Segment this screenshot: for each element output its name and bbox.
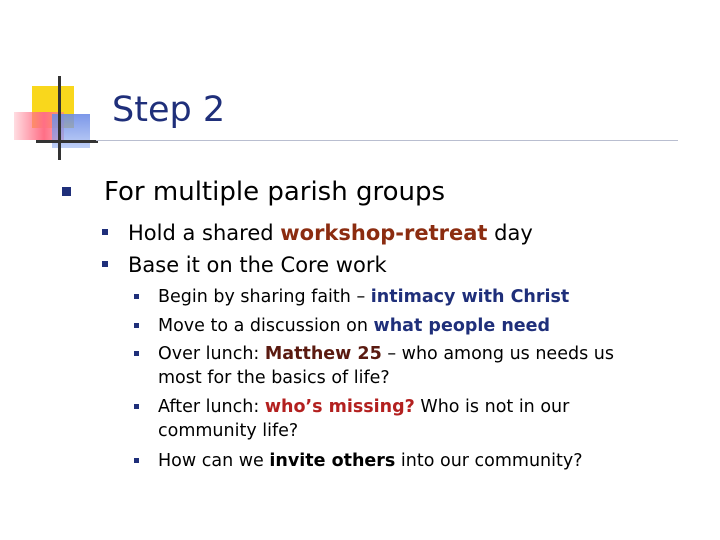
highlight-whos-missing: who’s missing? [264, 397, 415, 417]
square-bullet-icon [134, 294, 139, 299]
slide-logo-decoration [0, 0, 120, 170]
square-bullet-icon [134, 404, 139, 409]
square-bullet-icon [134, 323, 139, 328]
highlight-workshop-retreat: workshop-retreat [280, 221, 488, 245]
list-item-text: Hold a shared workshop-retreat day [128, 221, 533, 245]
square-bullet-icon [134, 458, 139, 463]
list-item-text: Base it on the Core work [128, 253, 387, 277]
highlight-intimacy-with-christ: intimacy with Christ [370, 287, 570, 307]
list-item-text: How can we invite others into our community? [158, 451, 583, 471]
list-item-text: Over lunch: Matthew 25 – who among us needs us most for the basics of life? [158, 344, 614, 388]
bullet-level1-text: For multiple parish groups [104, 177, 446, 207]
list-item-text: After lunch: who’s missing? Who is not in our community life? [158, 397, 570, 441]
square-bullet-icon [102, 229, 108, 235]
title-divider [96, 140, 678, 141]
square-bullet-icon [62, 187, 71, 196]
logo-horizontal-line [36, 140, 98, 143]
square-bullet-icon [134, 351, 139, 356]
highlight-what-people-need: what people need [373, 316, 551, 336]
highlight-invite-others: invite others [269, 451, 396, 471]
list-item-text: Move to a discussion on what people need [158, 316, 551, 336]
slide-title: Step 2 [112, 90, 226, 130]
square-bullet-icon [102, 261, 108, 267]
highlight-matthew-25: Matthew 25 [264, 344, 382, 364]
list-item-text: Begin by sharing faith – intimacy with Christ [158, 287, 570, 307]
logo-vertical-line [58, 76, 61, 160]
